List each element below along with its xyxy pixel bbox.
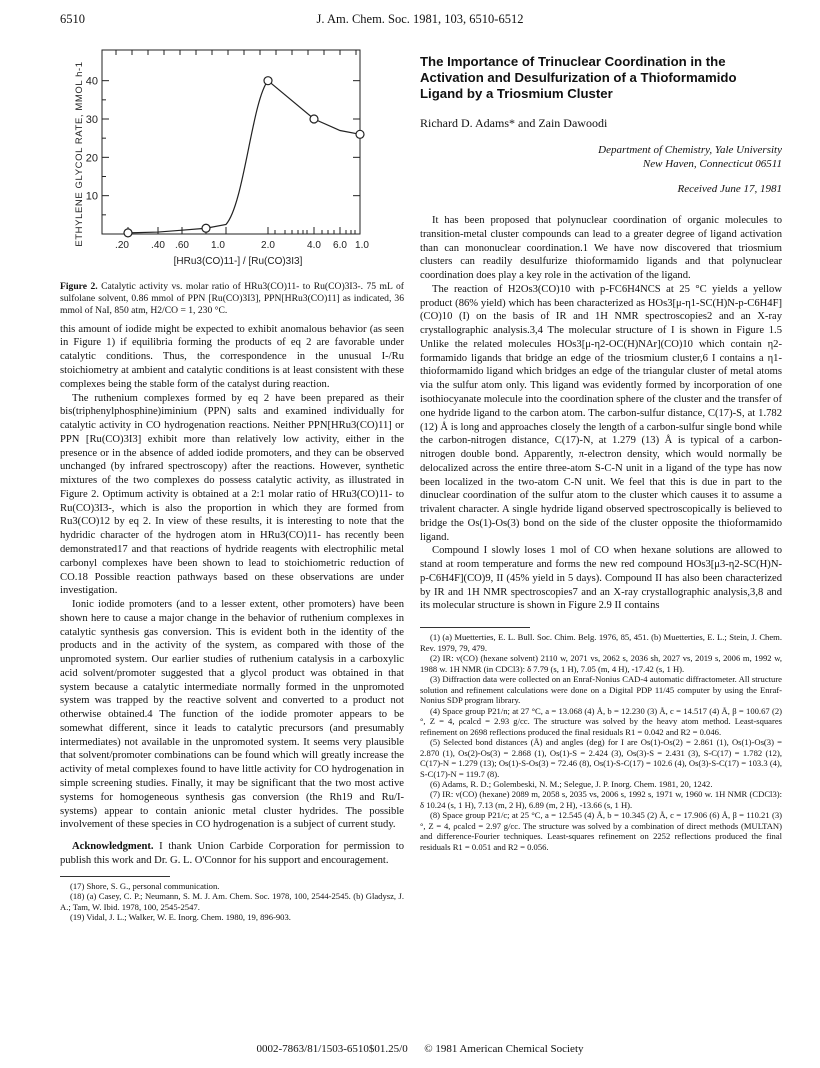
left-paragraph-2: The ruthenium complexes formed by eq 2 have been prepared as their bis(triphenylphosphine)iminium (PPN) salts and examined individually for catalytic activity in CO hydrogenation reactions. Neither PPN[HRu3(CO)11] or PPN [Ru(CO)3I3] exhibit more than relatively low activity, either in the presence or in the absence of added iodide promoters, and they can be observed unchanged (by infrared spectroscopy) after the reactions. However, synthetic mixtures of the two complexes do possess catalytic activity, as illustrated in Figure 2. Optimum activity is obtained at a 2:1 molar ratio of HRu3(CO)11- to Ru(CO)3I3-, which is also the proportion in which they are formed from Ru3(CO)12 by eq 2. In view of these results, it is interesting to note that the hydridic character of the hydrogen atom in HRu3(CO)11- has recently been demonstrated17 and that reactions of hydride reagents with electrophilic metal carbonyl complexes have been shown to lead to stoichiometric reduction of CO.18 Possible reaction pathways based on these observations are under investigation. (60, 392, 404, 597)
x-tick-label: .40 (151, 240, 165, 251)
right-paragraph-1: It has been proposed that polynuclear coordination of organic molecules to transition-metal cluster compounds can lead to a greater degree of ligand activation than can mononuclear coordination.1 We have now discovered that triosmium clusters can readily desulfurize thioformamido ligands and that polynuclear coordination does play a key role in the activation of the ligand. (420, 215, 782, 282)
data-point (264, 77, 272, 85)
right-footnotes (420, 632, 782, 852)
footnote-4: (4) Space group P21/n; at 27 °C, a = 13.068 (4) Å, b = 12.230 (3) Å, c = 14.517 (4) Å, β = 100.67 (2)°, Z = 4, ρcalcd = 2.93 g/cc. The structure was solved by the heavy atom method. Least-squares refinement on 2698 reflections produced the final residuals R1 = 0.042 and R2 = 0.046. (420, 705, 782, 737)
article-code: 0002-7863/81/1503-6510$01.25/0 (256, 1043, 408, 1055)
footnote-1: (1) (a) Muetterties, E. L. Bull. Soc. Chim. Belg. 1976, 85, 451. (b) Muetterties, E. L.; Stein, J. Chem. Rev. 1979, 79, 479. (420, 632, 782, 653)
left-paragraph-1: this amount of iodide might be expected to exhibit anomalous behavior (as seen in Figure 1) if equilibria forming the products of eq 2 are favorable under catalytic conditions. Thus, the correspondence in the unusual I-/Ru stoichiometry at ambient and catalytic conditions is at least consistent with these complexes being the stable form of the catalyst during reaction. (60, 323, 404, 390)
running-header (60, 12, 780, 30)
y-tick-label: 40 (85, 75, 98, 88)
data-point (124, 229, 132, 237)
page-number: 6510 (60, 12, 85, 26)
left-footnotes (60, 881, 404, 923)
x-tick-label: .60 (175, 240, 189, 251)
journal-citation: J. Am. Chem. Soc. 1981, 103, 6510-6512 (316, 12, 524, 26)
copyright: © 1981 American Chemical Society (424, 1043, 584, 1055)
y-axis-label: ETHYLENE GLYCOL RATE, MMOL h-1 (74, 61, 85, 247)
y-tick-label: 10 (85, 190, 98, 203)
acknowledgment-text: I thank Union Carbide Corporation for permission to publish this work and Dr. G. L. O'Connor for his support and encouragement. (60, 841, 404, 866)
footnote-rule (60, 876, 170, 877)
data-point (310, 115, 318, 123)
x-tick-label: 1.0 (355, 240, 369, 251)
footnote-rule-right (420, 627, 530, 628)
footnote-2: (2) IR: ν(CO) (hexane solvent) 2110 w, 2071 vs, 2062 s, 2036 sh, 2027 vs, 2019 s, 2006 m, 1992 w, 1988 w. 1H NMR (in CDCl3): δ 7.79 (s, 1 H), 7.05 (m, 4 H), -17.42 (s, 1 H). (420, 653, 782, 674)
left-paragraph-3: Ionic iodide promoters (and to a lesser extent, other promoters) have been shown here to cause a major change in the behavior of ruthenium complexes in catalytic synthesis gas conversion. This is evident both in the identity of the products and in the activity of the system, as compared with those of the unpromoted system. Our earlier studies of ruthenium catalysis in a carboxylic acid solvent/promoter suggested that a glycol product was obtained in that system because a catalytic intermediate normally formed in the unpromoted system was trapped by the reactive solvent and converted to a product not otherwise obtained.4 The function of the iodide promoter appears to be somewhat different, since it leads to catalytic precursors (and presumably intermediates) not available in the unpromoted system. It seems very plausible that solvent/promoter combinations can be found which will greatly increase the activity of metal complexes found to have little activity for CO hydrogenation in simple screening studies. Finally, it may be significant that the two most active systems for homogeneous synthesis gas conversion (the Rh19 and Ru/I- systems) appear to contain anionic metal cluster hydrides. The possible involvement of these species in CO hydrogenation is a subject of current study. (60, 599, 404, 831)
x-tick-label: .20 (115, 240, 129, 251)
acknowledgment (60, 840, 404, 868)
page-footer (60, 1043, 780, 1055)
footnote-17: (17) Shore, S. G., personal communication. (70, 880, 220, 891)
glycol-rate-chart (60, 42, 404, 272)
footnote-19: (19) Vidal, J. L.; Walker, W. E. Inorg. Chem. 1980, 19, 896-903. (70, 912, 291, 923)
footnote-6: (6) Adams, R. D.; Golembeski, N. M.; Selegue, J. P. Inorg. Chem. 1981, 20, 1242. (430, 779, 713, 789)
affiliation-city: New Haven, Connecticut 06511 (642, 158, 782, 171)
footnote-5: (5) Selected bond distances (Å) and angles (deg) for I are Os(1)-Os(2) = 2.861 (1), Os(1)-Os(3) = 2.870 (1), Os(2)-Os(3) = 2.868 (1), Os(1)-S = 2.424 (3), Os(3)-S = 2.431 (3), S-C(17) = 1.782 (12), C(17)-N = 1.279 (13); Os(1)-S-Os(3) = 72.46 (8), Os(1)-S-C(17) = 102.6 (4), Os(3)-S-C(17) = 103.3 (4), S-C(17)-N = 119.7 (8). (420, 737, 782, 779)
article-title: The Importance of Trinuclear Coordination in the Activation and Desulfurization of a Thioformamido Ligand by a Triosmium Cluster (420, 54, 737, 101)
acknowledgment-label: Acknowledgment. (72, 841, 154, 853)
article-authors: Richard D. Adams* and Zain Dawoodi (420, 115, 608, 130)
footnote-3: (3) Diffraction data were collected on an Enraf-Nonius CAD-4 automatic diffractometer. All structure solution and refinement calculations were done on a Digital PDP 11/45 computer by using the Enraf-Nonius SDP program library. (420, 674, 782, 706)
left-column (60, 42, 404, 923)
affiliation-department: Department of Chemistry, Yale University (598, 144, 782, 157)
data-point (356, 130, 364, 138)
x-tick-label: 4.0 (307, 240, 321, 251)
figure-caption-text: Catalytic activity vs. molar ratio of HRu3(CO)11- to Ru(CO)3I3-. 75 mL of sulfolane solvent, 0.86 mmol of PPN [Ru(CO)3I3], PPN[HRu3(CO)11] as indicated, 36 mmol of NaI, 850 atm, H2/CO = 1, 230 °C. (60, 280, 404, 316)
right-column (420, 42, 782, 852)
footnote-7: (7) IR: ν(CO) (hexane) 2089 m, 2058 s, 2035 vs, 2006 s, 1992 s, 1971 w, 1960 w. 1H NMR (CDCl3): δ 10.24 (s, 1 H), 7.13 (m, 2 H), 6.89 (m, 2 H), -13.66 (s, 1 H). (420, 789, 782, 810)
figure-caption-label: Figure 2. (60, 280, 98, 292)
article-affiliation (420, 143, 782, 172)
right-paragraph-3: Compound I slowly loses 1 mol of CO when hexane solutions are allowed to stand at room temperature and forms the new red compound HOs3[μ3-η2-SC(H)N-p-C6H4F](CO)9, II (45% yield in 5 days). Compound II has also been characterized by IR and 1H NMR spectroscopies7 and an X-ray crystallographic analysis,3,8 and its molecular structure is shown in Figure 2.9 II contains (420, 545, 782, 612)
received-date: Received June 17, 1981 (677, 182, 782, 195)
y-tick-label: 20 (85, 152, 98, 165)
right-paragraph-2: The reaction of H2Os3(CO)10 with p-FC6H4NCS at 25 °C yields a yellow product (86% yield) which has been characterized as HOs3[μ-η1-SC(H)N-p-C6H4F](CO)10 (I) on the basis of IR and 1H NMR spectroscopies2 and an X-ray crystallographic analysis.3,4 The molecular structure of I is shown in Figure 1.5 Unlike the related molecules HOs3[μ-η2-OC(H)NAr](CO)10 which contain η2-formamido ligands that bridge an edge of the triosmium cluster,6 I contains a η1-thioformamido ligand which bridges an edge of the triangular cluster of metal atoms via the sulfur atom only. This ligand was evidently formed by incorporation of one isothiocyanate molecule into the coordination sphere of the cluster and the transfer of one hydride ligand to the carbon atom. The carbon-sulfur distance, C(17)-S, at 1.782 (12) Å is long and approaches closely the length of a carbon-sulfur single bond while the carbon-nitrogen distance, C(17)-N, at 1.279 (13) Å is typical of a carbon-nitrogen double bond. Apparently, π-electron density, which would normally be delocalized across the entire three-atom S-C-N unit in a ligand of the type has now been localized in the two-atom C-N unit. We feel that this is due in part to the dinuclear coordination of the sulfur atom to the cluster which causes it to assume a trivalent character. A single hydride ligand observed spectroscopically is believed to bridge the Os(1)-Os(3) bond on the side of the cluster opposite the thioformamido ligand. (420, 283, 782, 543)
footnote-18: (18) (a) Casey, C. P.; Neumann, S. M. J. Am. Chem. Soc. 1978, 100, 2544-2545. (b) Gladysz, J. A.; Tam, W. Ibid. 1978, 100, 2545-2547. (60, 891, 404, 912)
figure-caption (60, 281, 404, 317)
x-tick-label: 6.0 (333, 240, 347, 251)
x-tick-label: 2.0 (261, 240, 275, 251)
x-tick-label: 1.0 (211, 240, 225, 251)
y-tick-label: 30 (85, 114, 98, 126)
footnote-8: (8) Space group P21/c; at 25 °C, a = 12.545 (4) Å, b = 10.345 (2) Å, c = 17.906 (6) Å, β = 110.21 (3)°, Z = 4, ρcalcd = 2.97 g/cc. The structure was solved by a combination of direct methods (MULTAN) and difference-Fourier techniques. Least-squares refinement on 2252 reflections produced the final residuals R1 = 0.051 and R2 = 0.056. (420, 810, 782, 852)
data-point (202, 224, 210, 232)
plot-frame (102, 50, 360, 234)
rate-curve (128, 81, 360, 233)
x-axis-label: [HRu3(CO)11-] / [Ru(CO)3I3] (173, 256, 303, 267)
